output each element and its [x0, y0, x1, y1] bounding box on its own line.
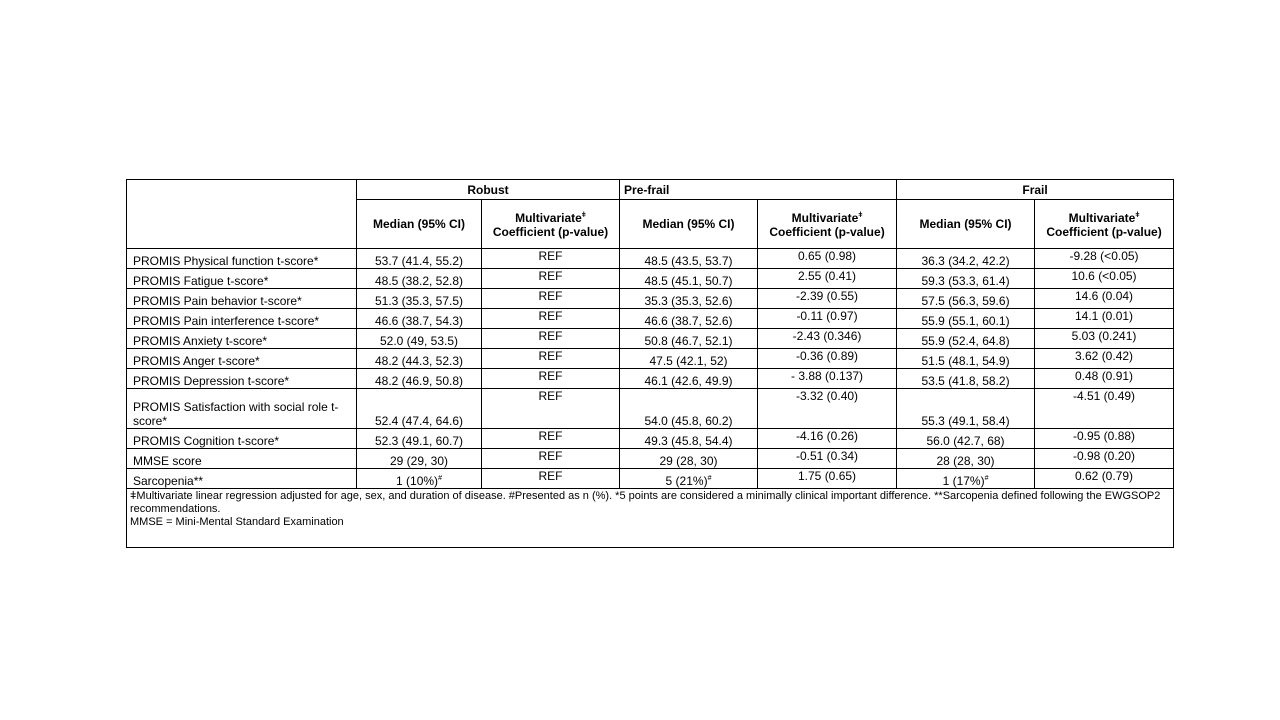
cell-text: REF [538, 449, 563, 463]
cell-text: 29 (29, 30) [389, 454, 449, 468]
cell-text: 3.62 (0.42) [1075, 349, 1134, 363]
cell-r-coef [482, 389, 620, 429]
dagger-mark: ǂ [1135, 212, 1140, 219]
cell-text: 46.6 (38.7, 54.3) [374, 314, 464, 328]
cell-p-med [620, 289, 758, 309]
cell-text: -4.51 (0.49) [1073, 389, 1136, 403]
cell-p-coef [758, 389, 897, 429]
cell-text: 5 (21%) [665, 474, 708, 488]
cell-p-med [620, 249, 758, 269]
cell-text: 0.65 (0.98) [798, 249, 857, 263]
cell-text: 51.5 (48.1, 54.9) [921, 354, 1010, 368]
cell-text: -0.11 (0.97) [796, 309, 858, 323]
cell-text: 48.5 (45.1, 50.7) [644, 274, 733, 288]
cell-label [127, 429, 357, 449]
cell-text: 53.7 (41.4, 55.2) [374, 254, 464, 268]
coef-header-text2: Coefficient (p-value) [769, 225, 885, 239]
cell-r-med [357, 309, 482, 329]
cell-text: -0.36 (0.89) [796, 349, 859, 363]
cell-text: 1 (10%) [396, 474, 439, 488]
group-header-prefrail: Pre-frail [620, 180, 897, 200]
cell-r-med [357, 329, 482, 349]
cell-text: -4.16 (0.26) [796, 429, 859, 443]
cell-label [127, 349, 357, 369]
footnote-1: ǂMultivariate linear regression adjusted for age, sex, and duration of disease. #Presented as n (%). *5 points are considered a minimally clinical important difference. **Sarcopenia defined following the EWGSOP2 recommendations. [130, 490, 1161, 515]
cell-text: PROMIS Anger t-score* [133, 354, 260, 368]
cell-text: 28 (28, 30) [936, 454, 995, 468]
footnote-mark: # [984, 475, 989, 482]
cell-p-coef [758, 469, 897, 489]
cell-text: REF [538, 469, 563, 483]
cell-f-med [897, 269, 1035, 289]
table-row [127, 349, 1174, 369]
cell-text: -0.51 (0.34) [796, 449, 859, 463]
cell-text: MMSE score [133, 454, 202, 468]
cell-text: 57.5 (56.3, 59.6) [921, 294, 1010, 308]
table-row [127, 309, 1174, 329]
coef-header-text2: Coefficient (p-value) [1046, 225, 1162, 239]
cell-f-med [897, 309, 1035, 329]
cell-p-med [620, 369, 758, 389]
table-row [127, 249, 1174, 269]
cell-r-coef [482, 369, 620, 389]
cell-text: Sarcopenia** [133, 474, 204, 488]
cell-p-coef [758, 269, 897, 289]
cell-text: -2.39 (0.55) [796, 289, 859, 303]
table-row [127, 389, 1174, 429]
cell-r-coef [482, 289, 620, 309]
cell-r-med [357, 449, 482, 469]
table-row [127, 369, 1174, 389]
cell-f-coef [1035, 429, 1174, 449]
coef-header-text: Multivariate [791, 211, 859, 225]
cell-text: 48.2 (46.9, 50.8) [374, 374, 464, 388]
cell-f-coef [1035, 469, 1174, 489]
cell-label [127, 369, 357, 389]
cell-p-med [620, 329, 758, 349]
cell-f-med [897, 449, 1035, 469]
cell-r-med [357, 429, 482, 449]
cell-text: -0.95 (0.88) [1073, 429, 1136, 443]
cell-f-med [897, 469, 1035, 489]
results-table [126, 179, 1174, 548]
dagger-mark: ǂ [581, 212, 586, 219]
cell-r-coef [482, 309, 620, 329]
cell-f-med [897, 429, 1035, 449]
table-row [127, 429, 1174, 449]
cell-label [127, 269, 357, 289]
cell-text: 29 (28, 30) [659, 454, 718, 468]
cell-text: REF [538, 369, 563, 383]
coef-header-text: Multivariate [515, 211, 582, 225]
cell-text: 2.55 (0.41) [798, 269, 857, 283]
cell-text: PROMIS Pain behavior t-score* [133, 294, 302, 308]
cell-text: 48.5 (38.2, 52.8) [374, 274, 464, 288]
cell-text: -9.28 (<0.05) [1069, 249, 1139, 263]
cell-f-coef [1035, 449, 1174, 469]
cell-f-coef [1035, 329, 1174, 349]
cell-text: 10.6 (<0.05) [1071, 269, 1137, 283]
cell-label [127, 289, 357, 309]
cell-p-med [620, 389, 758, 429]
cell-p-med [620, 449, 758, 469]
cell-text: - 3.88 (0.137) [791, 369, 864, 383]
cell-r-med [357, 269, 482, 289]
cell-r-coef [482, 469, 620, 489]
cell-f-coef [1035, 369, 1174, 389]
cell-f-med [897, 249, 1035, 269]
cell-label [127, 389, 357, 429]
cell-text: 1 (17%) [942, 474, 985, 488]
cell-text: 56.0 (42.7, 68) [926, 434, 1005, 448]
cell-text: 47.5 (42.1, 52) [649, 354, 728, 368]
cell-f-coef [1035, 269, 1174, 289]
coef-header [1035, 200, 1174, 249]
cell-text: 55.3 (49.1, 58.4) [921, 414, 1010, 428]
cell-p-coef [758, 329, 897, 349]
cell-f-coef [1035, 289, 1174, 309]
cell-text: 35.3 (35.3, 52.6) [644, 294, 733, 308]
footnote-mark: # [438, 475, 442, 482]
cell-text: 1.75 (0.65) [798, 469, 857, 483]
cell-text: 49.3 (45.8, 54.4) [644, 434, 733, 448]
coef-header-text2: Coefficient (p-value) [492, 225, 609, 239]
footnote-cell [127, 489, 1174, 548]
cell-r-med [357, 249, 482, 269]
cell-text: 46.6 (38.7, 52.6) [644, 314, 733, 328]
cell-p-coef [758, 289, 897, 309]
cell-text: -2.43 (0.346) [792, 329, 862, 343]
footnote-mark: # [707, 475, 712, 482]
cell-text: 52.0 (49, 53.5) [379, 334, 459, 348]
cell-text: 48.2 (44.3, 52.3) [374, 354, 464, 368]
cell-text: PROMIS Depression t-score* [133, 374, 290, 388]
cell-text: REF [538, 269, 563, 283]
cell-text: REF [538, 349, 563, 363]
cell-text: REF [538, 329, 563, 343]
cell-f-med [897, 349, 1035, 369]
cell-text: 59.3 (53.3, 61.4) [921, 274, 1010, 288]
cell-text: PROMIS Satisfaction with social role t-score* [133, 400, 339, 428]
cell-p-med [620, 269, 758, 289]
cell-text: -0.98 (0.20) [1073, 449, 1136, 463]
cell-text: PROMIS Anxiety t-score* [133, 334, 268, 348]
cell-f-coef [1035, 309, 1174, 329]
empty-header [127, 180, 357, 249]
cell-text: PROMIS Physical function t-score* [133, 254, 319, 268]
cell-text: 50.8 (46.7, 52.1) [644, 334, 733, 348]
cell-text: 48.5 (43.5, 53.7) [644, 254, 733, 268]
table-row [127, 449, 1174, 469]
cell-text: -3.32 (0.40) [796, 389, 859, 403]
table-row [127, 469, 1174, 489]
cell-text: 52.4 (47.4, 64.6) [374, 414, 464, 428]
median-header: Median (95% CI) [620, 200, 758, 249]
footnote-2: MMSE = Mini-Mental Standard Examination [130, 516, 344, 528]
cell-text: 36.3 (34.2, 42.2) [921, 254, 1010, 268]
cell-p-coef [758, 369, 897, 389]
median-header: Median (95% CI) [897, 200, 1035, 249]
group-header-frail: Frail [897, 180, 1174, 200]
cell-p-med [620, 309, 758, 329]
cell-r-med [357, 369, 482, 389]
cell-r-med [357, 389, 482, 429]
coef-header [482, 200, 620, 249]
cell-p-med [620, 429, 758, 449]
coef-header-text: Multivariate [1068, 211, 1136, 225]
cell-r-med [357, 469, 482, 489]
cell-r-med [357, 349, 482, 369]
cell-r-coef [482, 449, 620, 469]
cell-r-coef [482, 429, 620, 449]
cell-p-coef [758, 349, 897, 369]
cell-r-coef [482, 349, 620, 369]
table-row [127, 289, 1174, 309]
cell-text: PROMIS Fatigue t-score* [133, 274, 269, 288]
cell-f-med [897, 329, 1035, 349]
cell-text: 55.9 (55.1, 60.1) [921, 314, 1010, 328]
cell-r-coef [482, 249, 620, 269]
cell-text: REF [538, 389, 563, 403]
cell-f-coef [1035, 249, 1174, 269]
cell-text: REF [538, 249, 563, 263]
cell-p-coef [758, 309, 897, 329]
cell-label [127, 449, 357, 469]
cell-text: 14.6 (0.04) [1075, 289, 1134, 303]
cell-text: 0.48 (0.91) [1075, 369, 1134, 383]
cell-text: 0.62 (0.79) [1075, 469, 1134, 483]
dagger-mark: ǂ [858, 212, 863, 219]
cell-p-coef [758, 429, 897, 449]
cell-f-coef [1035, 349, 1174, 369]
cell-f-med [897, 389, 1035, 429]
table-row [127, 269, 1174, 289]
cell-label [127, 309, 357, 329]
median-header: Median (95% CI) [357, 200, 482, 249]
cell-p-med [620, 469, 758, 489]
cell-label [127, 329, 357, 349]
cell-text: 53.5 (41.8, 58.2) [921, 374, 1010, 388]
cell-f-med [897, 289, 1035, 309]
cell-r-coef [482, 269, 620, 289]
cell-text: 52.3 (49.1, 60.7) [374, 434, 464, 448]
cell-text: 54.0 (45.8, 60.2) [644, 414, 733, 428]
cell-p-coef [758, 249, 897, 269]
cell-text: 55.9 (52.4, 64.8) [921, 334, 1010, 348]
cell-text: 46.1 (42.6, 49.9) [644, 374, 733, 388]
cell-text: PROMIS Pain interference t-score* [133, 314, 320, 328]
cell-p-med [620, 349, 758, 369]
cell-f-med [897, 369, 1035, 389]
cell-text: PROMIS Cognition t-score* [133, 434, 280, 448]
cell-text: 14.1 (0.01) [1075, 309, 1134, 323]
cell-text: REF [538, 429, 563, 443]
cell-p-coef [758, 449, 897, 469]
cell-text: REF [538, 289, 563, 303]
cell-f-coef [1035, 389, 1174, 429]
cell-r-med [357, 289, 482, 309]
coef-header [758, 200, 897, 249]
cell-text: 51.3 (35.3, 57.5) [374, 294, 464, 308]
cell-r-coef [482, 329, 620, 349]
cell-label [127, 249, 357, 269]
cell-label [127, 469, 357, 489]
group-header-robust: Robust [357, 180, 620, 200]
cell-text: REF [538, 309, 563, 323]
cell-text: 5.03 (0.241) [1071, 329, 1137, 343]
table-row [127, 329, 1174, 349]
